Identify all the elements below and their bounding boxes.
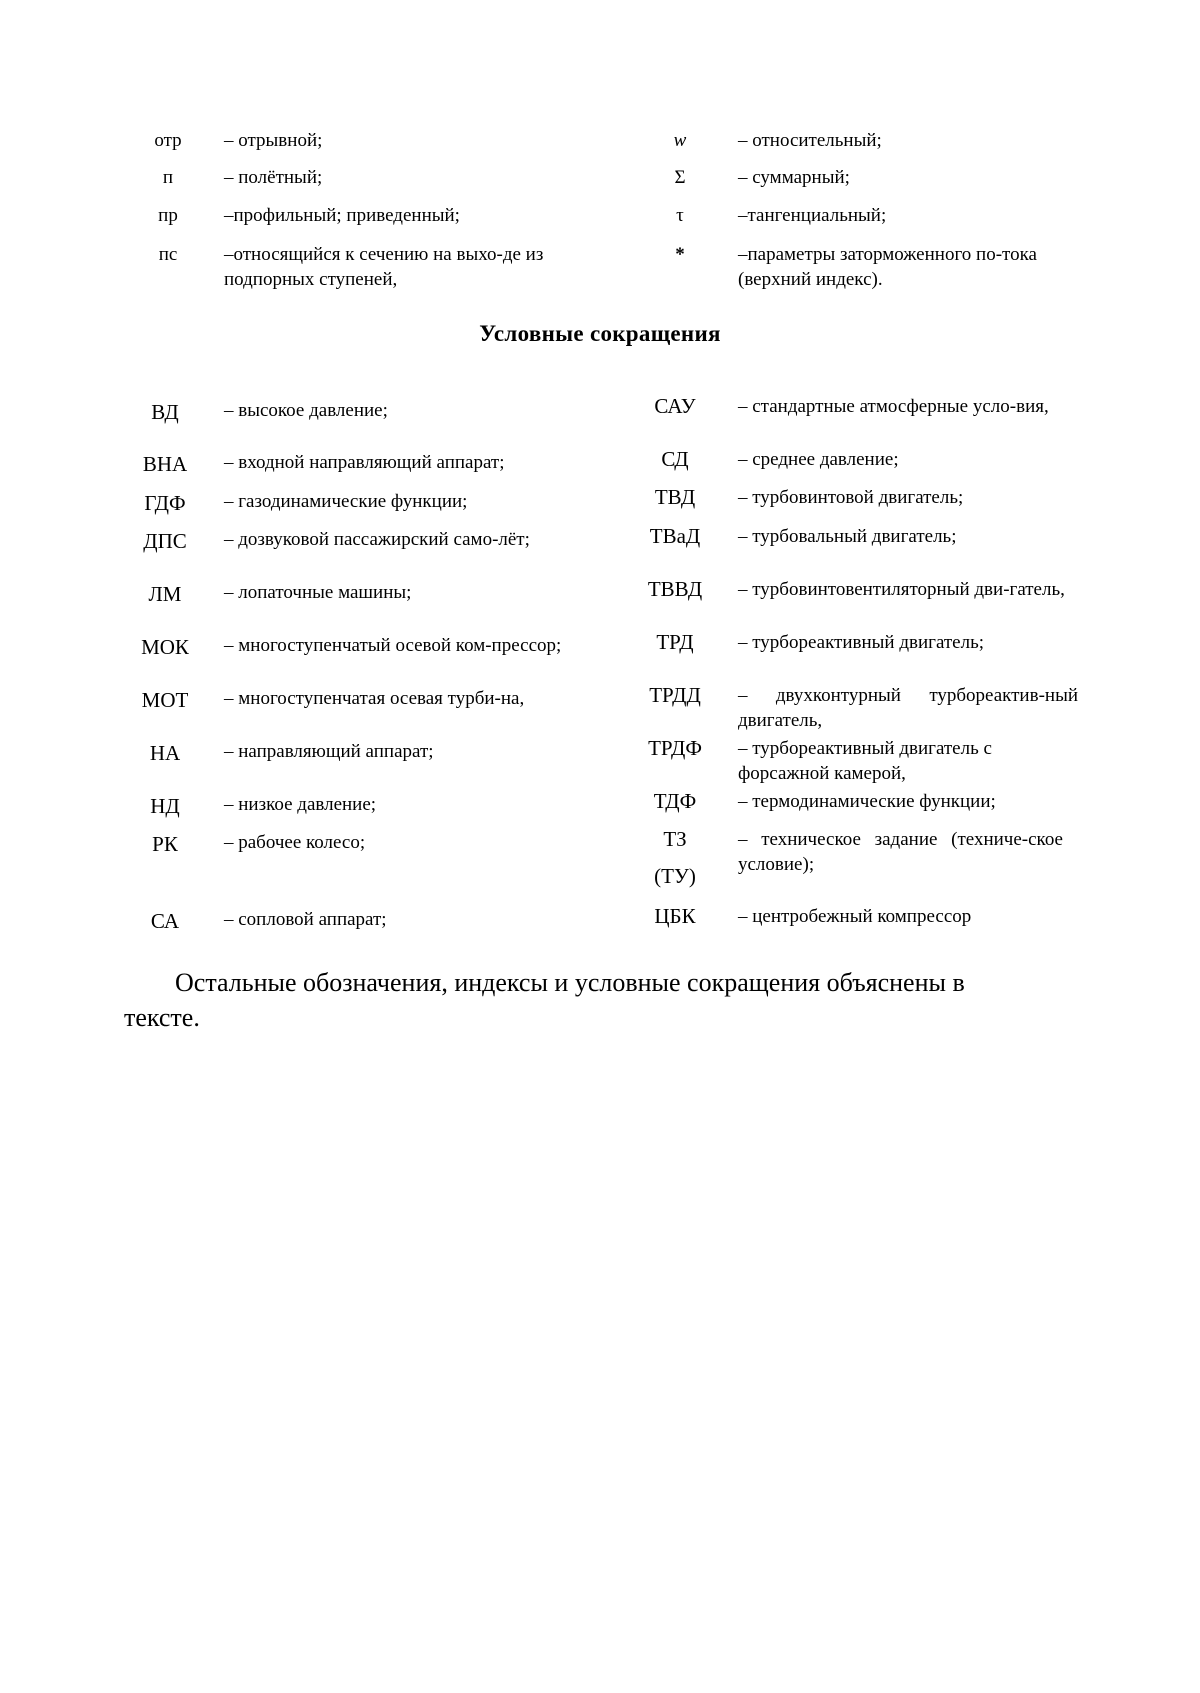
abbreviation-symbol: ТРДД bbox=[649, 683, 701, 707]
abbreviation-description: – среднее давление; bbox=[738, 449, 899, 470]
abbreviation-symbol: ТЗ bbox=[663, 827, 687, 851]
index-description: –параметры заторможенного по-тока (верхний индекс). bbox=[738, 244, 1037, 290]
index-symbol: п bbox=[162, 167, 174, 188]
abbreviation-description: – дозвуковой пассажирский само-лёт; bbox=[224, 529, 530, 550]
abbreviation-description: – высокое давление; bbox=[224, 400, 388, 421]
abbreviation-description: – двухконтурный турбореактив-ный двигатель, bbox=[738, 685, 1078, 731]
index-symbol: пр bbox=[158, 205, 178, 226]
section-heading: Условные сокращения bbox=[479, 321, 721, 346]
abbreviation-symbol: МОК bbox=[141, 635, 189, 659]
abbreviation-description: – лопаточные машины; bbox=[224, 582, 412, 603]
abbreviation-description: – техническое задание (техниче-ское условие); bbox=[738, 829, 1063, 875]
abbreviation-description: – многоступенчатый осевой ком-прессор; bbox=[224, 635, 562, 656]
abbreviation-symbol: ТВаД bbox=[649, 524, 701, 548]
abbreviation-symbol: ЦБК bbox=[654, 904, 696, 928]
abbreviation-symbol: РК bbox=[152, 832, 178, 856]
abbreviation-symbol: МОТ bbox=[141, 688, 189, 712]
index-symbol: τ bbox=[676, 205, 684, 226]
index-description: –тангенциальный; bbox=[738, 205, 887, 226]
abbreviation-symbol: ТВД bbox=[654, 485, 696, 509]
abbreviation-symbol: ТРДФ bbox=[648, 736, 702, 760]
index-description: – суммарный; bbox=[738, 167, 850, 188]
abbreviation-description: – центробежный компрессор bbox=[738, 906, 972, 927]
abbreviation-description: – рабочее колесо; bbox=[224, 832, 366, 853]
abbreviation-description: – термодинамические функции; bbox=[738, 791, 996, 812]
abbreviation-description: – входной направляющий аппарат; bbox=[224, 452, 505, 473]
index-symbol: отр bbox=[154, 130, 182, 151]
index-description: – относительный; bbox=[738, 130, 882, 151]
abbreviation-symbol: СА bbox=[150, 909, 180, 933]
abbreviation-description: – турбореактивный двигатель; bbox=[738, 632, 985, 653]
abbreviation-symbol: САУ bbox=[654, 394, 696, 418]
abbreviation-symbol: ТВВД bbox=[647, 577, 703, 601]
abbreviation-symbol: ВД bbox=[151, 400, 179, 424]
index-symbol: w bbox=[673, 130, 687, 151]
closing-paragraph: Остальные обозначения, индексы и условные сокращения объяснены в тексте. bbox=[124, 968, 965, 1032]
abbreviation-description: – сопловой аппарат; bbox=[224, 909, 387, 930]
abbreviation-description: – турбовальный двигатель; bbox=[738, 526, 957, 547]
abbreviation-symbol: ТРД bbox=[656, 630, 694, 654]
abbreviation-symbol: (ТУ) bbox=[654, 864, 696, 888]
abbreviation-symbol: СД bbox=[661, 447, 689, 471]
index-description: – отрывной; bbox=[224, 130, 323, 151]
abbreviation-symbol: ТДФ bbox=[653, 789, 697, 813]
abbreviation-description: – газодинамические функции; bbox=[224, 491, 468, 512]
index-symbol: Σ bbox=[674, 167, 686, 188]
abbreviation-description: – многоступенчатая осевая турби-на, bbox=[224, 688, 525, 709]
abbreviation-symbol: ГДФ bbox=[144, 491, 186, 515]
index-description: – полётный; bbox=[224, 167, 323, 188]
abbreviation-symbol: ДПС bbox=[143, 529, 187, 553]
index-description: –профильный; приведенный; bbox=[224, 205, 460, 226]
abbreviation-description: – направляющий аппарат; bbox=[224, 741, 434, 762]
abbreviation-description: – низкое давление; bbox=[224, 794, 377, 815]
abbreviation-description: – турбореактивный двигатель с форсажной камерой, bbox=[738, 738, 992, 784]
abbreviation-symbol: ВНА bbox=[142, 452, 188, 476]
index-symbol: * bbox=[675, 244, 685, 265]
abbreviation-symbol: НД bbox=[150, 794, 180, 818]
abbreviation-symbol: НА bbox=[149, 741, 181, 765]
index-symbol: пс bbox=[158, 244, 178, 265]
abbreviation-description: – турбовинтовентиляторный дви-гатель, bbox=[738, 579, 1065, 600]
abbreviation-description: – стандартные атмосферные усло-вия, bbox=[738, 396, 1049, 417]
abbreviation-symbol: ЛМ bbox=[148, 582, 182, 606]
abbreviation-description: – турбовинтовой двигатель; bbox=[738, 487, 964, 508]
index-description: –относящийся к сечению на выхо-де из подпорных ступеней, bbox=[224, 244, 544, 290]
